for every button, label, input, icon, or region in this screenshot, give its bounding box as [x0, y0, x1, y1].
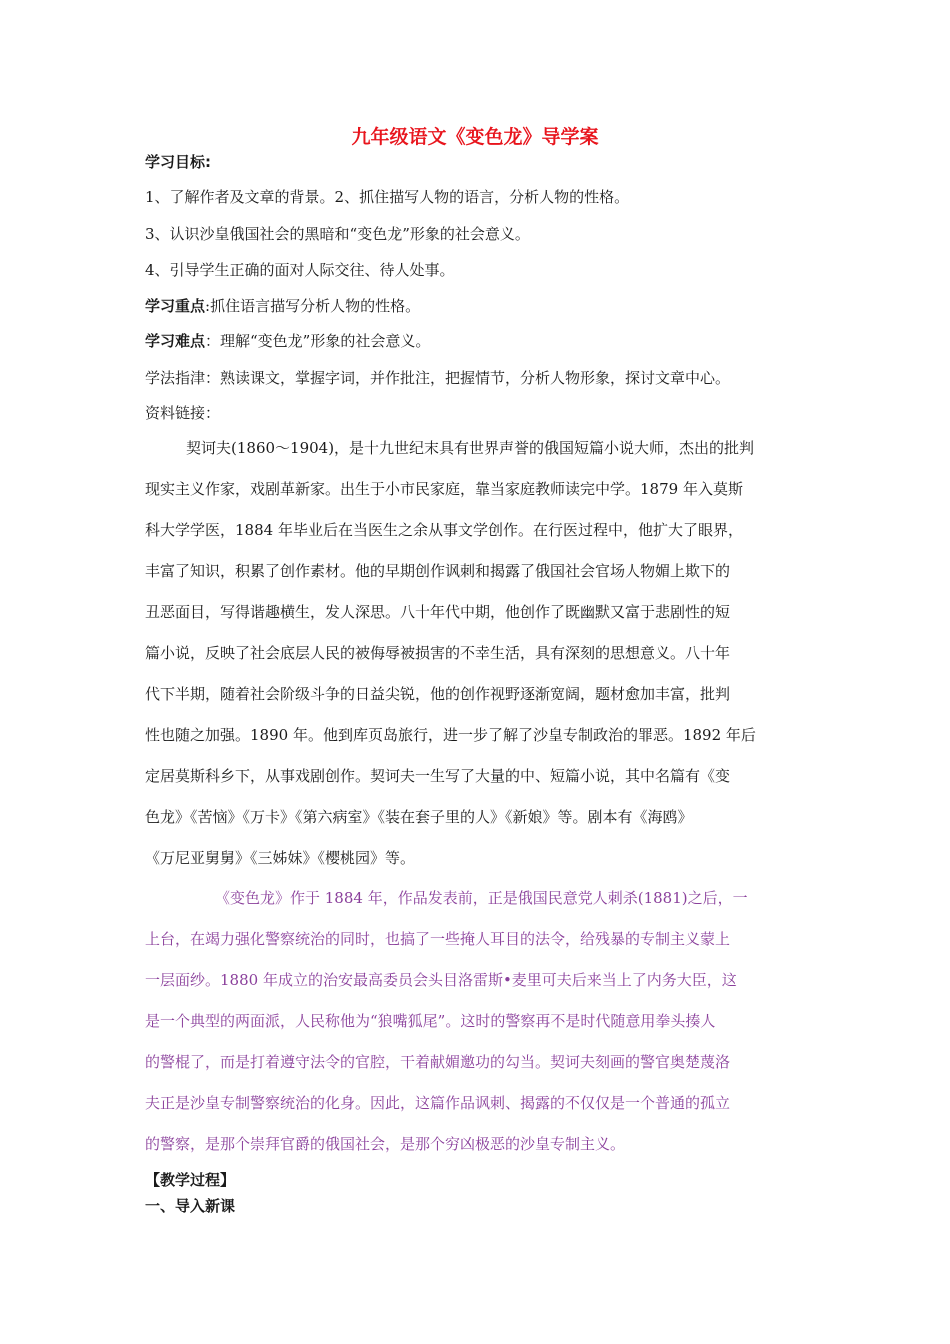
chekhov-line: 定居莫斯科乡下，从事戏剧创作。契诃夫一生写了大量的中、短篇小说，其中名篇有《变: [145, 767, 731, 785]
background-line: 的警棍了，而是打着遵守法令的官腔，干着献媚邀功的勾当。契诃夫刻画的警官奥楚蔑洛: [145, 1053, 731, 1071]
objectives-heading: 学习目标:: [145, 153, 211, 171]
section-1-heading: 一、导入新课: [145, 1197, 236, 1215]
teaching-process-heading: 【教学过程】: [145, 1171, 236, 1189]
key-point-text: :抓住语言描写分析人物的性格。: [205, 297, 421, 315]
chekhov-line: 代下半期，随着社会阶级斗争的日益尖锐，他的创作视野逐渐宽阔，题材愈加丰富，批判: [145, 685, 731, 703]
chekhov-line: 篇小说，反映了社会底层人民的被侮辱被损害的不幸生活，具有深刻的思想意义。八十年: [145, 644, 731, 662]
difficult-point-label: 学习难点: [145, 332, 206, 350]
chekhov-line: 现实主义作家，戏剧革新家。出生于小市民家庭，靠当家庭教师读完中学。1879 年入莫斯: [145, 480, 743, 498]
background-line: 《变色龙》作于 1884 年，作品发表前，正是俄国民意党人刺杀(1881)之后，一: [215, 889, 748, 907]
difficult-point-text: ：理解“变色龙”形象的社会意义。: [205, 332, 431, 350]
background-line: 一层面纱。1880 年成立的治安最高委员会头目洛雷斯•麦里可夫后来当上了内务大臣，这: [145, 971, 737, 989]
background-line: 的警察，是那个崇拜官爵的俄国社会，是那个穷凶极恶的沙皇专制主义。: [145, 1135, 626, 1153]
key-point-label: 学习重点: [145, 297, 206, 315]
study-method: 学法指津：熟读课文，掌握字词，并作批注，把握情节，分析人物形象，探讨文章中心。: [145, 369, 731, 387]
background-line: 夫正是沙皇专制警察统治的化身。因此，这篇作品讽刺、揭露的不仅仅是一个普通的孤立: [145, 1094, 731, 1112]
objective-item-1: 1、了解作者及文章的背景。2、抓住描写人物的语言，分析人物的性格。: [145, 188, 630, 206]
chekhov-line: 性也随之加强。1890 年。他到库页岛旅行，进一步了解了沙皇专制政治的罪恶。1892 年后: [145, 726, 756, 744]
chekhov-line: 丑恶面目，写得谐趣横生，发人深思。八十年代中期，他创作了既幽默又富于悲剧性的短: [145, 603, 731, 621]
chekhov-line: 色龙》《苦恼》《万卡》《第六病室》《装在套子里的人》《新娘》等。剧本有《海鸥》: [145, 808, 693, 826]
resource-heading: 资料链接：: [145, 404, 221, 422]
difficult-point: [145, 331, 815, 351]
document-title: 九年级语文《变色龙》导学案: [351, 126, 599, 148]
chekhov-paragraph: [145, 428, 813, 879]
chekhov-line: 科大学学医，1884 年毕业后在当医生之余从事文学创作。在行医过程中，他扩大了眼界，: [145, 521, 743, 539]
key-point: [145, 296, 815, 316]
chekhov-line: 《万尼亚舅舅》《三姊妹》《樱桃园》等。: [145, 849, 416, 867]
chekhov-line: 契诃夫(1860～1904)，是十九世纪末具有世界声誉的俄国短篇小说大师，杰出的批判: [186, 439, 755, 457]
objective-item-2: 3、认识沙皇俄国社会的黑暗和“变色龙”形象的社会意义。: [145, 225, 530, 243]
background-line: 上台，在竭力强化警察统治的同时，也搞了一些掩人耳目的法令，给残暴的专制主义蒙上: [145, 930, 731, 948]
background-line: 是一个典型的两面派，人民称他为“狼嘴狐尾”。这时的警察再不是时代随意用拳头揍人: [145, 1012, 716, 1030]
background-paragraph: [145, 878, 813, 1165]
objective-item-3: 4、引导学生正确的面对人际交往、待人处事。: [145, 261, 455, 279]
chekhov-line: 丰富了知识，积累了创作素材。他的早期创作讽刺和揭露了俄国社会官场人物媚上欺下的: [145, 562, 731, 580]
